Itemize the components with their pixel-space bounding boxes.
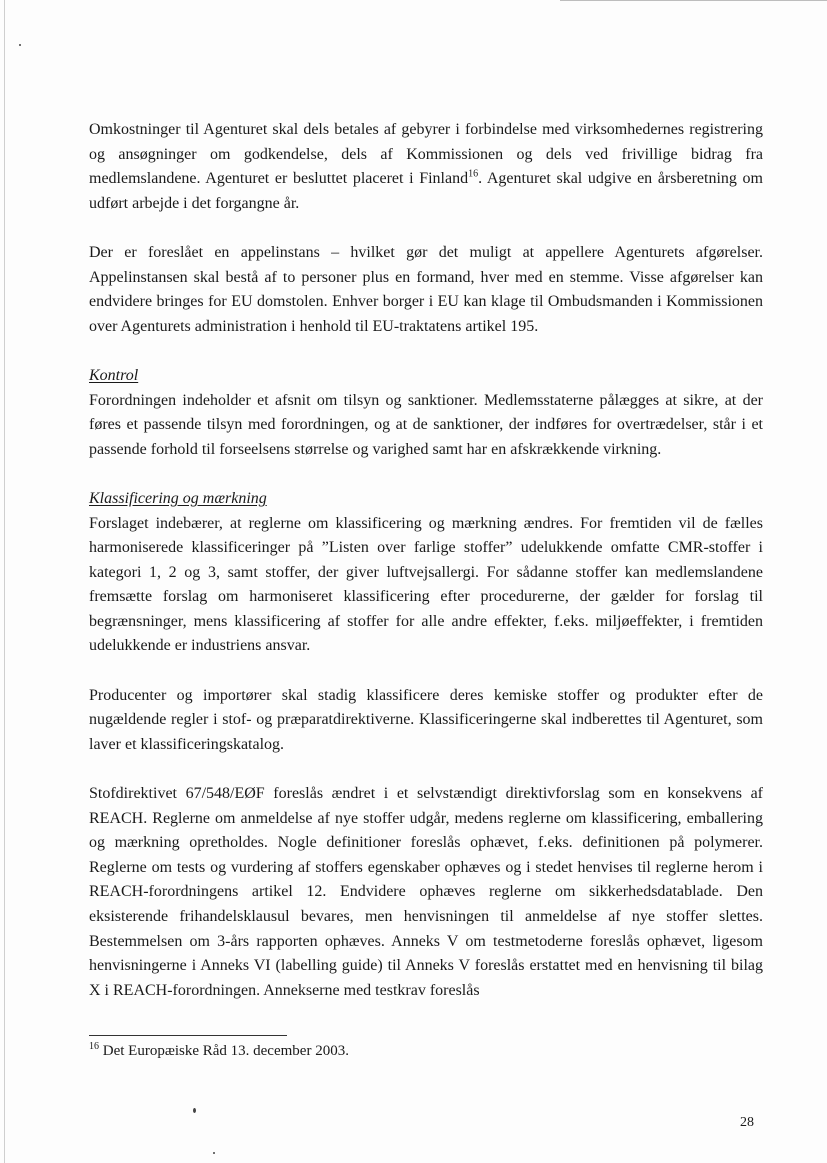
paragraph-agency-costs bbox=[89, 118, 763, 216]
footnote-text: Det Europæiske Råd 13. december 2003. bbox=[99, 1043, 349, 1059]
page-number: 28 bbox=[740, 1115, 754, 1130]
body-text bbox=[89, 118, 763, 1003]
paragraph-text: Forslaget indebærer, at reglerne om klassificering og mærkning ændres. For fremtiden vil de fælles harmoniserede klassificeringer på ”Listen over farlige stoffer” udelukkende omfatte CMR-stoffer i kategori 1, 2 og 3, samt stoffer, der giver luftvejsallergi. For sådanne stoffer kan medlemslandene fremsætte forslag om harmoniseret klassificering efter procedurerne, der gælder for forslag til begrænsninger, mens klassificering af stoffer for alle andre effekter, f.eks. miljøeffekter, i fremtiden udelukkende er industriens ansvar. bbox=[89, 514, 763, 655]
scan-left-edge bbox=[4, 0, 5, 1163]
footnote-number: 16 bbox=[89, 1041, 99, 1052]
paragraph-text: Omkostninger til Agenturet skal dels betales af gebyrer i forbindelse med virksomhedernes registrering og ansøgninger om godkendelse, dels af Kommissionen og dels ved frivillige bidrag fra medlemslandene. Agenturet er besluttet placeret i Finland bbox=[89, 121, 763, 188]
paragraph-substance-directive: Stofdirektivet 67/548/EØF foreslås ændret i et selvstændigt direktivforslag som en konsekvens af REACH. Reglerne om anmeldelse af nye stoffer udgår, medens reglerne om klassificering, emballering og mærkning opretholdes. Nogle definitioner foreslås ophævet, f.eks. definitionen på polymerer. Reglerne om tests og vurdering af stoffers egenskaber ophæves og i stedet henvises til reglerne herom i REACH-forordningens artikel 12. Endvidere ophæves reglerne om sikkerhedsdatablade. Den eksisterende frihandelsklausul bevares, men henvisningen til anmeldelse af nye stoffer slettes. Bestemmelsen om 3-års rapporten ophæves. Anneks V om testmetoderne foreslås ophævet, ligesom henvisningerne i Anneks VI (labelling guide) til Anneks V foreslås erstattet med en henvisning til bilag X i REACH-forordningen. Annekserne med testkrav foreslås bbox=[89, 785, 763, 999]
scan-speck bbox=[213, 1152, 215, 1154]
section-kontrol bbox=[89, 364, 763, 462]
section-heading-klassificering: Klassificering og mærkning bbox=[89, 489, 267, 507]
section-heading-kontrol: Kontrol bbox=[89, 366, 139, 384]
section-klassificering bbox=[89, 487, 763, 659]
paragraph-producers: Producenter og importører skal stadig klassificere deres kemiske stoffer og produkter efter de nugældende regler i stof- og præparatdirektiverne. Klassificeringerne skal indberettes til Agenturet, som laver et klassificeringskatalog. bbox=[89, 686, 763, 753]
scan-top-line bbox=[560, 0, 827, 1]
paragraph-appeal-body: Der er foreslået en appelinstans – hvilket gør det muligt at appellere Agenturets afgørelser. Appelinstansen skal bestå af to personer plus en formand, hver med en stemme. Visse afgørelser kan endvidere bringes for EU domstolen. Enhver borger i EU kan klage til Ombudsmanden i Kommissionen over Agenturets administration i henhold til EU-traktatens artikel 195. bbox=[89, 243, 763, 335]
paragraph-text: Forordningen indeholder et afsnit om tilsyn og sanktioner. Medlemsstaterne pålægges at sikre, at der føres et passende tilsyn med forordningen, og at de sanktioner, der indføres for overtrædelser, står i et passende forhold til forseelsens størrelse og varighed samt har en afskrækkende virkning. bbox=[89, 391, 763, 458]
scan-speck bbox=[193, 1108, 196, 1113]
footnote-reference: 16 bbox=[468, 168, 479, 180]
footnote bbox=[89, 1041, 349, 1061]
scan-speck bbox=[19, 44, 21, 46]
paragraph-text: . Agenturet skal udgive en årsberetning om udført arbejde i det forgangne år. bbox=[89, 170, 763, 212]
footnote-separator bbox=[89, 1035, 287, 1036]
